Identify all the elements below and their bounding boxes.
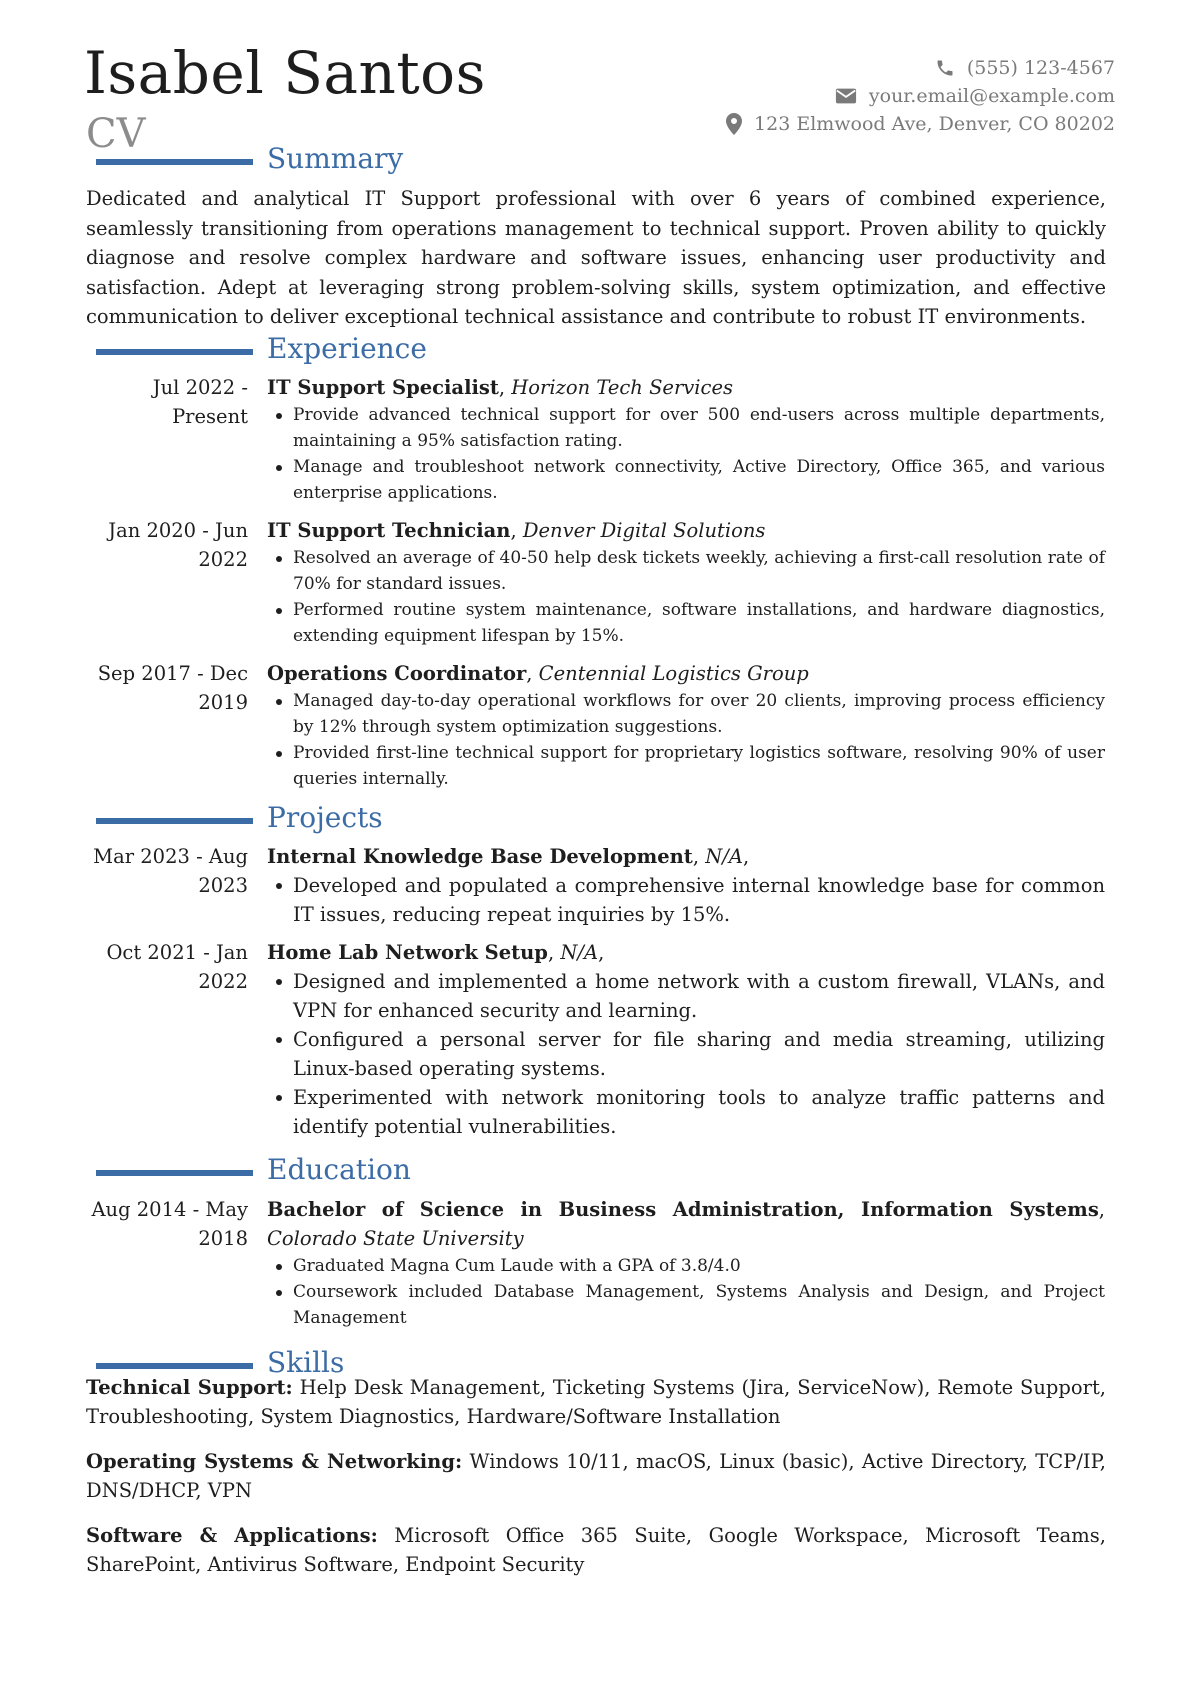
section-title: Projects bbox=[267, 801, 383, 834]
bullet-item: Developed and populated a comprehensive internal knowledge base for common IT issues, reducing repeat inquiries by 15%. bbox=[267, 871, 1105, 929]
entry-bullets bbox=[267, 688, 1105, 792]
email-text[interactable]: your.email@example.com bbox=[868, 85, 1115, 107]
address-text: 123 Elmwood Ave, Denver, CO 80202 bbox=[754, 113, 1115, 135]
entry-heading: Bachelor of Science in Business Administration, Information Systems, Colorado State University bbox=[267, 1198, 1105, 1250]
contact-address bbox=[595, 110, 1115, 138]
candidate-name: Isabel Santos bbox=[84, 39, 486, 107]
skill-group bbox=[86, 1373, 1106, 1431]
entry-organization: N/A bbox=[560, 941, 599, 964]
entry-heading: Internal Knowledge Base Development, N/A, bbox=[267, 845, 750, 868]
bullet-item: Graduated Magna Cum Laude with a GPA of 3.8/4.0 bbox=[267, 1253, 1105, 1279]
skill-label: Software & Applications: bbox=[86, 1524, 378, 1547]
entry-date: Aug 2014 - May 2018 bbox=[91, 1198, 248, 1250]
bullet-item: Provided first-line technical support for proprietary logistics software, resolving 90% of user queries internally. bbox=[267, 740, 1105, 792]
entry-role: Internal Knowledge Base Development bbox=[267, 845, 693, 868]
entry-bullets bbox=[267, 402, 1105, 506]
bullet-item: Designed and implemented a home network with a custom firewall, VLANs, and VPN for enhanced security and learning. bbox=[267, 967, 1105, 1025]
entry-body bbox=[267, 659, 1105, 792]
entry-date: Jul 2022 - Present bbox=[152, 376, 248, 428]
bullet-item: Resolved an average of 40-50 help desk tickets weekly, achieving a first-call resolution rate of 70% for standard issues. bbox=[267, 545, 1105, 597]
section-accent-bar bbox=[96, 818, 253, 824]
entry-body bbox=[267, 1195, 1105, 1331]
entry-role: IT Support Technician bbox=[267, 519, 511, 542]
phone-icon bbox=[935, 58, 955, 78]
section-accent-bar bbox=[96, 349, 253, 355]
section-accent-bar bbox=[96, 1363, 253, 1369]
entry-date: Oct 2021 - Jan 2022 bbox=[106, 941, 248, 993]
phone-text[interactable]: (555) 123-4567 bbox=[966, 57, 1115, 79]
entry-bullets bbox=[267, 967, 1105, 1141]
bullet-item: Coursework included Database Management, Systems Analysis and Design, and Project Management bbox=[267, 1279, 1105, 1331]
entry-body bbox=[267, 516, 1105, 649]
skill-list: Windows 10/11, macOS, Linux (basic), Active Directory, TCP/IP, DNS/DHCP, VPN bbox=[86, 1450, 1106, 1502]
section-accent-bar bbox=[96, 1170, 253, 1176]
entry-heading: IT Support Specialist, Horizon Tech Services bbox=[267, 376, 734, 399]
entry-organization: Horizon Tech Services bbox=[511, 376, 734, 399]
entry-body bbox=[267, 373, 1105, 506]
section-title: Education bbox=[267, 1153, 411, 1186]
entry-heading: IT Support Technician, Denver Digital Solutions bbox=[267, 519, 766, 542]
entry-role: IT Support Specialist bbox=[267, 376, 499, 399]
bullet-item: Performed routine system maintenance, software installations, and hardware diagnostics, extending equipment lifespan by 15%. bbox=[267, 597, 1105, 649]
contact-info bbox=[595, 54, 1115, 138]
section-header-experience bbox=[96, 333, 1096, 365]
entry-role: Operations Coordinator bbox=[267, 662, 527, 685]
entry-organization: Centennial Logistics Group bbox=[538, 662, 809, 685]
entry-role: Bachelor of Science in Business Administration, Information Systems bbox=[267, 1198, 1099, 1221]
entry-bullets bbox=[267, 1253, 1105, 1331]
section-header-education bbox=[96, 1154, 1096, 1186]
section-title: Skills bbox=[267, 1346, 345, 1379]
document-subtitle: CV bbox=[86, 111, 146, 157]
section-header-summary bbox=[96, 143, 1096, 175]
bullet-item: Managed day-to-day operational workflows for over 20 clients, improving process efficiency by 12% through system optimization suggestions. bbox=[267, 688, 1105, 740]
skill-list: Microsoft Office 365 Suite, Google Workspace, Microsoft Teams, SharePoint, Antivirus Software, Endpoint Security bbox=[86, 1524, 1106, 1576]
bullet-item: Manage and troubleshoot network connectivity, Active Directory, Office 365, and various enterprise applications. bbox=[267, 454, 1105, 506]
entry-bullets bbox=[267, 545, 1105, 649]
bullet-item: Configured a personal server for file sharing and media streaming, utilizing Linux-based operating systems. bbox=[267, 1025, 1105, 1083]
entry-organization: Colorado State University bbox=[267, 1227, 524, 1250]
entry-bullets bbox=[267, 871, 1105, 929]
bullet-item: Provide advanced technical support for over 500 end-users across multiple departments, maintaining a 95% satisfaction rating. bbox=[267, 402, 1105, 454]
skill-list: Help Desk Management, Ticketing Systems (Jira, ServiceNow), Remote Support, Troubleshooting, System Diagnostics, Hardware/Software Installation bbox=[86, 1376, 1106, 1428]
entry-body bbox=[267, 842, 1105, 929]
bullet-item: Experimented with network monitoring tools to analyze traffic patterns and identify potential vulnerabilities. bbox=[267, 1083, 1105, 1141]
entry-role: Home Lab Network Setup bbox=[267, 941, 548, 964]
skill-group bbox=[86, 1521, 1106, 1579]
envelope-icon bbox=[835, 87, 857, 105]
section-accent-bar bbox=[96, 159, 253, 165]
section-title: Experience bbox=[267, 332, 427, 365]
skill-group bbox=[86, 1447, 1106, 1505]
skill-label: Operating Systems & Networking: bbox=[86, 1450, 463, 1473]
entry-heading: Operations Coordinator, Centennial Logistics Group bbox=[267, 662, 809, 685]
contact-email bbox=[595, 82, 1115, 110]
entry-date: Jan 2020 - Jun 2022 bbox=[108, 519, 248, 571]
section-header-projects bbox=[96, 802, 1096, 834]
entry-organization: Denver Digital Solutions bbox=[522, 519, 766, 542]
skill-label: Technical Support: bbox=[86, 1376, 293, 1399]
entry-date: Mar 2023 - Aug 2023 bbox=[93, 845, 248, 897]
summary-text: Dedicated and analytical IT Support professional with over 6 years of combined experience, seamlessly transitioning from operations management to technical support. Proven ability to quickly diagnose and resolve complex hardware and software issues, enhancing user productivity and satisfaction. Adept at leveraging strong problem-solving skills, system optimization, and effective communication to deliver exceptional technical assistance and contribute to robust IT environments. bbox=[86, 187, 1106, 328]
map-marker-icon bbox=[726, 113, 742, 135]
entry-body bbox=[267, 938, 1105, 1141]
entry-heading: Home Lab Network Setup, N/A, bbox=[267, 941, 605, 964]
section-title: Summary bbox=[267, 142, 404, 175]
entry-organization: N/A bbox=[705, 845, 743, 868]
entry-date: Sep 2017 - Dec 2019 bbox=[97, 662, 248, 714]
contact-phone bbox=[595, 54, 1115, 82]
